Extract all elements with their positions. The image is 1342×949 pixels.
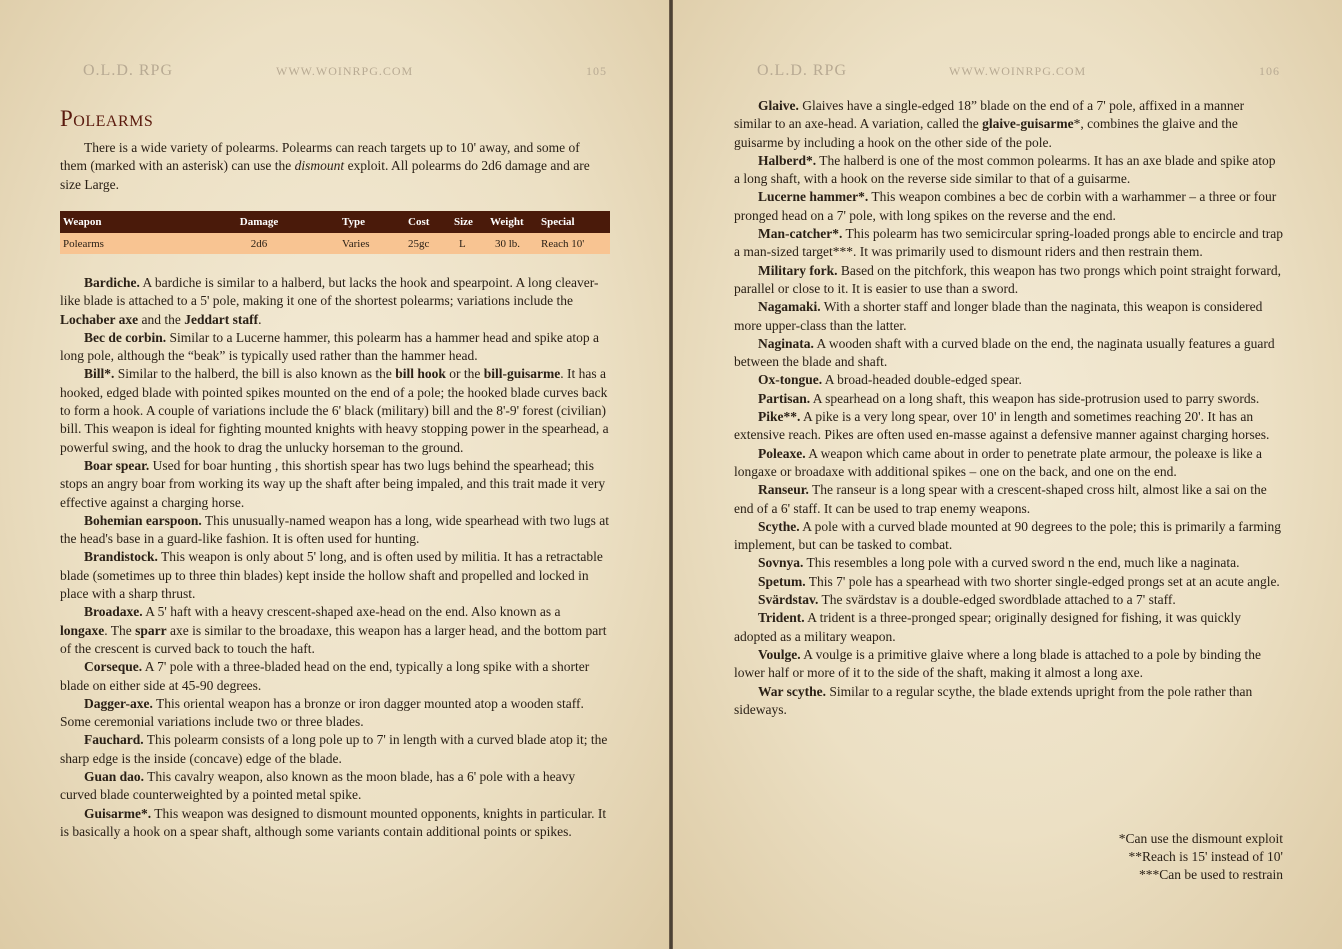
entry-term: longaxe (60, 622, 105, 638)
cell-weight: 30 lb. (487, 233, 538, 254)
right-entries (734, 97, 1284, 719)
cell-type: Varies (292, 233, 405, 254)
intro-paragraph (60, 139, 610, 194)
entry-term: Guan dao. (84, 769, 145, 785)
entry-term: Pike**. (758, 409, 801, 425)
entry (734, 262, 1284, 299)
entry-term: Ox-tongue. (758, 372, 823, 388)
page-number: 105 (586, 64, 607, 78)
cell-size: L (451, 233, 487, 254)
cell-cost: 25gc (405, 233, 451, 254)
entry-text: A 5' haft with a heavy crescent-shaped axe-head on the end. Also known as a (142, 604, 561, 620)
entry-text: This oriental weapon has a bronze or iron dagger mounted atop a wooden staff. Some ceremonial variations include two or three blades. (60, 695, 584, 730)
entry (60, 805, 610, 842)
entry-term: Jeddart staff (184, 311, 259, 327)
entry (60, 548, 610, 603)
entry-text: . (258, 311, 262, 327)
entry-text: A spearhead on a long shaft, this weapon has side-protrusion used to parry swords. (810, 390, 1260, 406)
entry-text: Based on the pitchfork, this weapon has two prongs which point straight forward, parallel or close to it. It is easier to use than a sword. (734, 262, 1282, 296)
header-logo: O.L.D. RPG (757, 62, 848, 79)
entry-term: Naginata. (758, 335, 814, 351)
entry (60, 658, 610, 695)
weapon-table (60, 211, 610, 254)
footnote-restrain: ***Can be used to restrain (1139, 867, 1283, 882)
entry-text: *, combines the glaive and the guisarme by including a hook on the other side of the pole. (734, 116, 1238, 150)
cell-weapon: Polearms (60, 233, 226, 254)
entry-term: Sovnya. (758, 555, 804, 571)
entry-term: Dagger-axe. (84, 695, 153, 711)
col-special: Special (538, 211, 610, 233)
entry (734, 518, 1284, 555)
entry-term: Brandistock. (84, 549, 158, 565)
entry-term: Halberd*. (758, 152, 817, 168)
entry (734, 152, 1284, 189)
entry-text: A trident is a three-pronged spear; originally designed for fishing, it was quickly adopted as a military weapon. (734, 610, 1242, 644)
entry (734, 609, 1284, 646)
entry (60, 329, 610, 366)
entry-term: Guisarme*. (84, 805, 152, 821)
entry-term: Glaive. (758, 98, 799, 113)
entry-term: bill-guisarme (483, 366, 561, 382)
entry-text: This polearm has two semicircular spring-loaded prongs able to encircle and trap a man-sized target***. It was primarily used to dismount riders and then restrain them. (734, 226, 1283, 260)
entry (734, 573, 1284, 591)
entry-term: Boar spear. (84, 457, 150, 473)
table-row (60, 233, 610, 254)
cell-special: Reach 10' (538, 233, 610, 254)
entry-term: glaive-guisarme (982, 116, 1074, 132)
entry (60, 731, 610, 768)
entry-term: bill hook (395, 366, 446, 382)
entry (60, 274, 610, 329)
entry-text: and the (138, 311, 185, 327)
entry (60, 695, 610, 732)
section-title: Polearms (60, 106, 154, 131)
entry-text: A pike is a very long spear, over 10' in length and sometimes reaching 20'. It has an extensive reach. Pikes are often used en-masse against a defensive manner against charging horses. (734, 409, 1270, 443)
entry-text: This cavalry weapon, also known as the moon blade, has a 6' pole with a heavy curved blade counterweighted by a pointed metal spike. (60, 769, 576, 803)
entry (734, 298, 1284, 335)
col-cost: Cost (405, 211, 451, 233)
entry-term: Poleaxe. (758, 445, 806, 461)
entry-text: This 7' pole has a spearhead with two shorter single-edged prongs set at an acute angle. (805, 573, 1280, 589)
entry-term: Lochaber axe (60, 311, 139, 327)
table-header-row (60, 211, 610, 233)
entry-text: The halberd is one of the most common polearms. It has an axe blade and spike atop a long shaft, with a hook on the reverse side similar to that of a guisarme. (734, 152, 1276, 187)
entry-text: Glaives have a single-edged 18” blade on the end of a 7' pole, affixed in a manner similar to an axe-head. A variation, called the (734, 98, 1245, 132)
entry-term: Trident. (758, 610, 805, 626)
entry (734, 481, 1284, 518)
entry-text: The ranseur is a long spear with a crescent-shaped cross hilt, almost like a sai on the end of a 6' staff. It can be used to trap enemy weapons. (734, 482, 1267, 516)
entry (734, 97, 1284, 152)
entry-term: Ranseur. (758, 482, 809, 498)
cell-damage: 2d6 (226, 233, 292, 254)
footnote-reach: **Reach is 15' instead of 10' (1128, 849, 1283, 864)
entry-text: This weapon is only about 5' long, and is often used by militia. It has a retractable blade (sometimes up to three thin blades) kept inside the hollow shaft and propelled and locked in place with a sharp thrust. (60, 549, 603, 602)
entry-term: Nagamaki. (758, 299, 821, 315)
entry-term: Voulge. (758, 646, 801, 662)
entry-text: This weapon was designed to dismount mounted opponents, knights in particular. It is basically a hook on a spear shaft, although some variants contain additional points or spikes. (60, 805, 607, 839)
header-logo: O.L.D. RPG (83, 62, 174, 79)
entry (734, 408, 1284, 445)
entry-term: Lucerne hammer*. (758, 189, 869, 205)
header-url: WWW.WOINRPG.COM (276, 64, 414, 78)
entry-term: Bardiche. (84, 275, 140, 290)
footnote-dismount: *Can use the dismount exploit (1118, 831, 1283, 846)
entry (734, 371, 1284, 389)
entry-text: Used for boar hunting , this shortish spear has two lugs behind the spearhead; this stops an angry boar from working its way up the shaft after being impaled, and this trait made it very effective against a charging horse. (60, 457, 606, 510)
entry-text: With a shorter staff and longer blade than the naginata, this weapon is considered more upper-class than the latter. (734, 299, 1263, 333)
entry-text: A voulge is a primitive glaive where a long blade is attached to a pole by binding the lower half or more of it to the side of the shaft, making it almost a long axe. (734, 646, 1262, 681)
entry-text: . The (104, 622, 136, 638)
entry (60, 365, 610, 456)
entry (734, 591, 1284, 609)
entry-term: Man-catcher*. (758, 226, 843, 242)
entry-term: Partisan. (758, 390, 811, 406)
entry (734, 646, 1284, 683)
col-type: Type (292, 211, 405, 233)
entry (60, 768, 610, 805)
entry (734, 188, 1284, 225)
left-page (0, 0, 669, 949)
entry-term: Broadaxe. (84, 604, 143, 620)
entry-text: This unusually-named weapon has a long, wide spearhead with two lugs at the head's base in a guard-like fashion. It is often used for hunting. (60, 512, 610, 547)
col-weight: Weight (487, 211, 538, 233)
entry-term: Bill*. (84, 366, 115, 382)
left-entries (60, 274, 610, 841)
intro-text-2: exploit. All polearms do 2d6 damage and are size Large. (60, 158, 590, 192)
entry-text: A weapon which came about in order to penetrate plate armour, the poleaxe is like a longaxe or broadaxe with additional spikes – one on the back, and one on the end. (734, 445, 1263, 479)
entry (734, 683, 1284, 720)
entry (734, 335, 1284, 372)
entry-text: A broad-headed double-edged spear. (822, 372, 1022, 388)
right-page (673, 0, 1342, 949)
entry-term: Spetum. (758, 573, 806, 589)
entry-term: Fauchard. (84, 732, 144, 748)
entry (734, 445, 1284, 482)
entry-text: Similar to the halberd, the bill is also known as the (114, 366, 396, 382)
col-weapon: Weapon (60, 211, 226, 233)
entry-text: A wooden shaft with a curved blade on the end, the naginata usually features a guard between the blade and shaft. (734, 335, 1275, 370)
footnotes (1119, 830, 1283, 884)
entry-term: Corseque. (84, 659, 143, 675)
entry-text: axe is similar to the broadaxe, this weapon has a larger head, and the bottom part of the crescent is curved back to touch the haft. (60, 622, 607, 656)
header-url: WWW.WOINRPG.COM (949, 64, 1087, 78)
entry-text: This polearm consists of a long pole up to 7' in length with a curved blade atop it; the sharp edge is the inside (concave) edge of the blade. (60, 732, 608, 766)
entry-text: A pole with a curved blade mounted at 90 degrees to the pole; this is primarily a farming implement, but can be tasked to combat. (734, 518, 1282, 553)
entry-text: The svärdstav is a double-edged swordblade attached to a 7' staff. (818, 592, 1176, 608)
entry-text: . It has a hooked, edged blade with pointed spikes mounted on the end of a pole; the hooked blade curves back to form a hook. A couple of variations include the 6' black (military) bill and the 8'-9' forest (civilian) bill. This weapon is ideal for fighting mounted knights with heavy stopping power in the spearhead, a powerful swing, and the hook to drag the unlucky horseman to the ground. (60, 366, 609, 455)
entry (60, 457, 610, 512)
entry-text: Similar to a Lucerne hammer, this polearm has a hammer head and spike atop a long pole, although the “beak” is typically used rather than the hammer head. (60, 329, 599, 364)
entry-term: Military fork. (758, 262, 838, 278)
entry (734, 390, 1284, 408)
entry-term: Scythe. (758, 518, 800, 534)
entry-text: or the (445, 366, 484, 382)
col-damage: Damage (226, 211, 292, 233)
page-number: 106 (1259, 64, 1280, 78)
entry-text: This resembles a long pole with a curved sword n the end, much like a naginata. (803, 555, 1240, 571)
entry (60, 512, 610, 549)
entry-term: Svärdstav. (758, 592, 819, 608)
entry-text: Similar to a regular scythe, the blade extends upright from the pole rather than sideways. (734, 683, 1253, 717)
intro-text-1: There is a wide variety of polearms. Polearms can reach targets up to 10' away, and some of them (marked with an asterisk) can use the (60, 140, 580, 174)
entry-term: Bec de corbin. (84, 329, 167, 345)
entry-text: A bardiche is similar to a halberd, but lacks the hook and spearpoint. A long cleaver-like blade is attached to a 5' pole, making it one of the shortest polearms; variations include the (60, 275, 599, 309)
entry-text: This weapon combines a bec de corbin with a warhammer – a three or four pronged head on a 7' pole, with long spikes on the reverse and the end. (734, 189, 1277, 223)
entry-text: A 7' pole with a three-bladed head on the end, typically a long spike with a shorter blade on either side at 45-90 degrees. (60, 659, 590, 693)
entry-term: War scythe. (758, 683, 826, 699)
entry-term: Bohemian earspoon. (84, 512, 202, 528)
intro-dismount: dismount (294, 158, 345, 174)
entry (734, 554, 1284, 572)
entry (60, 603, 610, 658)
entry (734, 225, 1284, 262)
entry-term: sparr (135, 622, 167, 638)
col-size: Size (451, 211, 487, 233)
